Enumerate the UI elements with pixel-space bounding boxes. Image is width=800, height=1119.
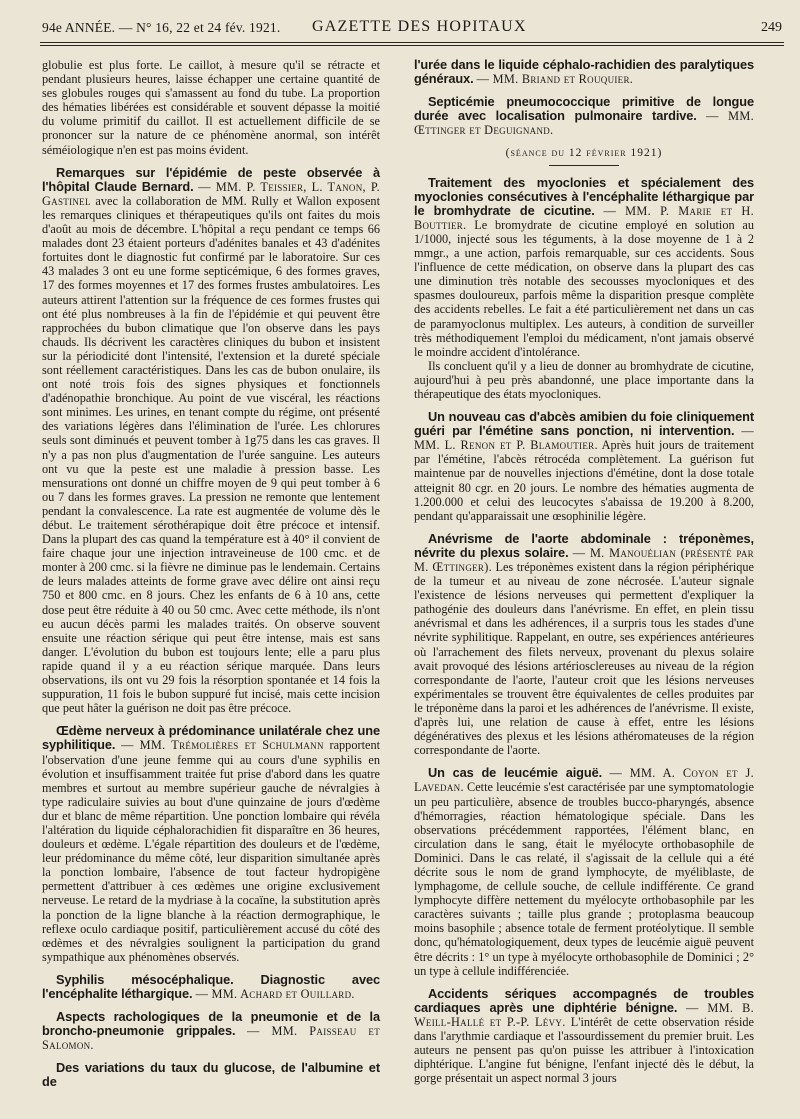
article-leucemie xyxy=(414,766,754,977)
article-title: Septicémie pneumococcique primitive de longue durée avec localisation pulmonaire tardive. xyxy=(414,94,754,124)
article-body: L'intérêt de cette observation réside dans l'arythmie cardiaque et l'assourdissement du premier bruit. Les auteurs ne pensent pas qu'on puisse les attribuer à l'intoxication diphtérique. L'angine fut bénigne, l'enfant injecté dès le début, la gorge présentait un aspect normal 3 jours xyxy=(414,1014,754,1086)
running-header xyxy=(42,18,782,40)
article-title: Traitement des myoclonies et spécialement des myoclonies consécutives à l'encéphalite léthargique par le bromhydrate de cicutine. xyxy=(414,174,754,218)
article-authors: — MM. A. Coyon et J. Lavedan. xyxy=(414,766,754,795)
article-title: Œdème nerveux à prédominance unilatérale chez une syphilitique. xyxy=(42,723,380,753)
article-authors: — MM. P. Teissier, L. Tanon, P. Gastinel xyxy=(42,179,380,208)
header-rule-thin xyxy=(40,45,784,46)
session-heading: (séance du 12 février 1921) xyxy=(505,147,663,160)
article-anevrisme xyxy=(414,532,754,758)
article-myoclonies xyxy=(414,176,754,402)
article-authors: — MM. Trémolières et Schulmann xyxy=(121,738,324,753)
right-column xyxy=(414,58,754,1085)
article-title: Remarques sur l'épidémie de peste observée à l'hôpital Claude Bernard. xyxy=(42,164,380,194)
article-variations xyxy=(42,1061,380,1089)
header-journal-title: GAZETTE DES HOPITAUX xyxy=(312,18,527,35)
article-authors: — MM. Œttinger et Deguignand. xyxy=(414,109,754,138)
article-authors: — MM. B. Weill-Hallé et P.-P. Lévy. xyxy=(414,1000,754,1029)
article-authors: — M. Manouélian (présenté par M. Œttinger). xyxy=(414,545,754,574)
article-body: Après huit jours de traitement par l'émétine, l'abcès rétrocéda complètement. La guérison fut maintenue par de nouvelles injections d'émétine, dont la dose totale atteignit 80 cgr. en 20 jours. Le nombre des hématies augmenta de 1.200.000 et celui des leucocytes s'abaissa de 19.200 à 8.200, pendant qu'apparaissait une œsophinilie légère. xyxy=(414,438,754,523)
article-title: Un nouveau cas d'abcès amibien du foie cliniquement guéri par l'émétine sans ponction, ni intervention. xyxy=(414,409,754,439)
session-rule xyxy=(549,165,619,166)
article-abces xyxy=(414,410,754,523)
article-authors: — MM. P. Marie et H. Bouttier. xyxy=(414,203,754,232)
article-authors: — MM. Briand et Rouquier. xyxy=(476,72,634,87)
article-body-continued: Ils concluent qu'il y a lieu de donner au bromhydrate de cicutine, aujourd'hui à peu près abandonné, une place importante dans la thérapeutique des états myocloniques. xyxy=(414,358,754,401)
article-title: Un cas de leucémie aiguë. xyxy=(428,765,603,781)
article-authors: — MM. L. Renon et P. Blamoutier. xyxy=(414,424,754,453)
article-body: Le bromydrate de cicutine employé en solution au 1/1000, injecté sous les téguments, à la dose moyenne de 1 à 2 mmgr., a une action, parfois remarquable, sur ces accidents. Sous l'influence de cette médication, on observe dans la plupart des cas une diminution très notable des secousses myocloniques et des spasmes douloureux, parfois même la disparition presque complète des accidents rebelles. Le fait a été particulièrement net dans un cas de paramyoclonus multiplex. Les auteurs, à condition de surveiller très méthodiquement l'emploi du médicament, n'ont jamais observé le moindre accident d'intolérance. xyxy=(414,217,754,359)
article-accidents-seriques xyxy=(414,987,754,1086)
article-body: avec la collaboration de MM. Rully et Wallon exposent les remarques cliniques et thérapeutiques qu'ils ont faites du mois d'août au mois de décembre. L'hôpital a reçu pendant ce temps 66 malades dont 23 étaient porteurs d'adénites banales et 43 d'adénites fortuites dont le diagnostic fut confirmé par le laboratoire. Sur ces 43 malades 3 ont eu une forme septicémique, 6 des formes graves, 17 des formes moyennes et 17 des formes frustes ambulatoires. Les auteurs attirent l'attention sur la fréquence de ces formes frustes qui ont été plus nombreuses à la fin de l'épidémie et qui peuvent être rapprochées du bubon climatique que l'on observe dans les pays chauds. Ils décrivent les caractères cliniques du bubon et insistent sur la périodicité dont l'intensité, l'extension et la dureté spéciale sont réellement caractéristiques. Dans les cas de bubon onulaire, ils ont noté trois fois des signes physiques et fonctionnels d'adénopathie bronchique. Au point de vue viscéral, les réactions sont minimes. Les urines, en tenant compte du régime, ont présenté des variations légères dans l'élimination de l'urée. Les chlorures seuls sont diminués et peuvent tomber à 1g75 dans les cas graves. Il n'y a pas non plus d'augmentation de l'urée sanguine. Les auteurs ont vu que la peste est une maladie à pression basse. Les mensurations ont donné un chiffre moyen de 9 qui peut tomber à 6 ou 7 dans les formes graves. La pression ne remonte que lentement pendant la convalescence. La rate est augmentée de volume dès le début. Le traitement sérothérapique doit être précoce et intensif. Dans la plupart des cas quand la température est à 40° il convient de faire chaque jour une injection intraveineuse de 100 cmc. et de monter à 200 cmc. si la fièvre ne diminue pas le lendemain. Certains de leurs malades atteints de forme grave avec délire ont ainsi reçu 750 et 800 cmc. en 8 jours. Chez les enfants de 6 à 10 ans, cette dose peut être réduite à 40 ou 50 cmc. Avec cette méthode, ils n'ont eu aucun décès parmi les malades traités. On observe souvent ensuite une réaction sérique qui peut être intense, mais est sans danger. L'évolution du bubon est toujours lente; elle a paru plus rapide quand il y a eu réaction sérique marquée. Dans leurs observations, ils ont vu 29 fois la résorption spontanée et 14 fois la suppuration, 11 fois le bubon suppuré fut incisé, mais cette incision que peut hâter la guérison ne doit pas être précoce. xyxy=(42,193,380,716)
article-body: rapportent l'observation d'une jeune femme qui au cours d'une syphilis en évolution et insuffisamment traitée fut prise d'abord dans les quatre membres et surtout au membre supérieur gauche de névralgies à type radiculaire suivies au bout d'une quinzaine de jours d'œdème dur et blanc de même répartition. Une ponction lombaire qui révéla l'altération du liquide céphalorachidien fit disparaître en 36 heures, douleurs et œdème. L'égale répartition des douleurs et de l'œdème, leur prédominance du même côté, leur disparition simultanée après la ponction lombaire, l'absence de tout facteur hydropigène permettent d'attribuer à ces œdèmes une origine exclusivement nerveuse. Le retard de la mydriase à la cocaïne, la substitution après la ponction de la ligne blanche à la réaction dermographique, le reflexe oculo cardiaque positif, particulièrement accusé du côté des œdèmes et des névralgies soulignent la participation du grand sympathique aux phénomènes observés. xyxy=(42,738,381,964)
article-title: Anévrisme de l'aorte abdominale : tréponèmes, névrite du plexus solaire. xyxy=(414,530,754,560)
article-title: Des variations du taux du glucose, de l'albumine et de xyxy=(42,1060,380,1090)
article-title: Syphilis mésocéphalique. Diagnostic avec l'encéphalite léthargique. xyxy=(42,971,380,1001)
left-column xyxy=(42,58,380,1090)
article-body: Les tréponèmes existent dans la région périphérique de la tumeur et au niveau de zone nécrosée. L'auteur signale l'existence de lésions nerveuses qui permettent d'expliquer la pathogénie des douleurs dans l'anévrisme. En effet, en plein tissu anévrismal et dans les adhérences, il a surpris tous les stades d'une névrite syphilitique. Rappelant, en outre, ses expériences antérieures où l'arrachement des filets nerveux, provenant du plexus solaire avait provoqué des lésions artériosclereuses au niveau de la région correspondante de l'aorte, l'auteur croit que les lésions nerveuses expérimentales se trouvent être équivalentes de celles produites par le tréponème dans la paroi et les adhérences de l'anévrisme. Il existe, d'après lui, une relation de cause à effet, entre les lésions dégénératives des plexus et les lésions athéromateuses de la région correspondante de l'aorte. xyxy=(414,560,754,758)
article-title: Accidents sériques accompagnés de troubles cardiaques après une diphtérie bénigne. xyxy=(414,985,754,1015)
header-issue: 94e ANNÉE. — N° 16, 22 et 24 fév. 1921. xyxy=(42,20,281,35)
article-pneumonie xyxy=(42,1010,380,1052)
article-title: Aspects rachologiques de la pneumonie et de la broncho-pneumonie grippales. xyxy=(42,1009,380,1039)
article-peste xyxy=(42,166,380,716)
article-septicemie xyxy=(414,95,754,137)
article-syphilis xyxy=(42,973,380,1001)
page-number: 249 xyxy=(761,20,782,35)
article-authors: — MM. Achard et Ouillard. xyxy=(195,987,355,1001)
header-rule xyxy=(40,42,784,43)
article-oedeme xyxy=(42,724,380,964)
article-title-continued: l'urée dans le liquide céphalo-rachidien des paralytiques généraux. xyxy=(414,57,754,87)
article-authors: — MM. Paisseau et Salomon. xyxy=(42,1024,380,1053)
continuation-paragraph: globulie est plus forte. Le caillot, à mesure qu'il se rétracte et pendant plusieurs heures, laisse échapper une certaine quantité de ses globules rouges qui s'amassent au fond du tube. La proportion des hématies libérées est considérable et souvent dépasse la moitié du volume primitif du caillot. Il est actuellement difficile de se prononcer sur la nature de ce phénomène anormal, son intérêt séméiologique n'en est pas moins évident. xyxy=(42,58,380,157)
article-body: Cette leucémie s'est caractérisée par une symptomatologie un peu particulière, absence de troubles bucco-pharyngés, absence d'hémorragies, réaction hématologique spéciale. Dans les observations précédemment rapportées, l'élément blanc, en circulation dans le sang, était le myélocyte orthobasophile de Dominici. Dans le cas relaté, il s'agissait de la cellule qui a été décrite sous le nom de grand lymphocyte, de myéliblaste, de lymphagome, de cellule souche, de cellule indifférente. Ce grand lymphocyte diffère nettement du myélocyte orthobasophile par les caractères suivants ; taille plus grande ; protoplasma beaucoup moins basophile ; absence totale de ferment protéolytique. Il semble donc, qu'hématologiquement, deux types de leucémie aiguë peuvent être décrits : 1° un type à myélocyte orthobasophile de Dominici ; 2° un type à cellule indifférenciée. xyxy=(414,780,754,978)
